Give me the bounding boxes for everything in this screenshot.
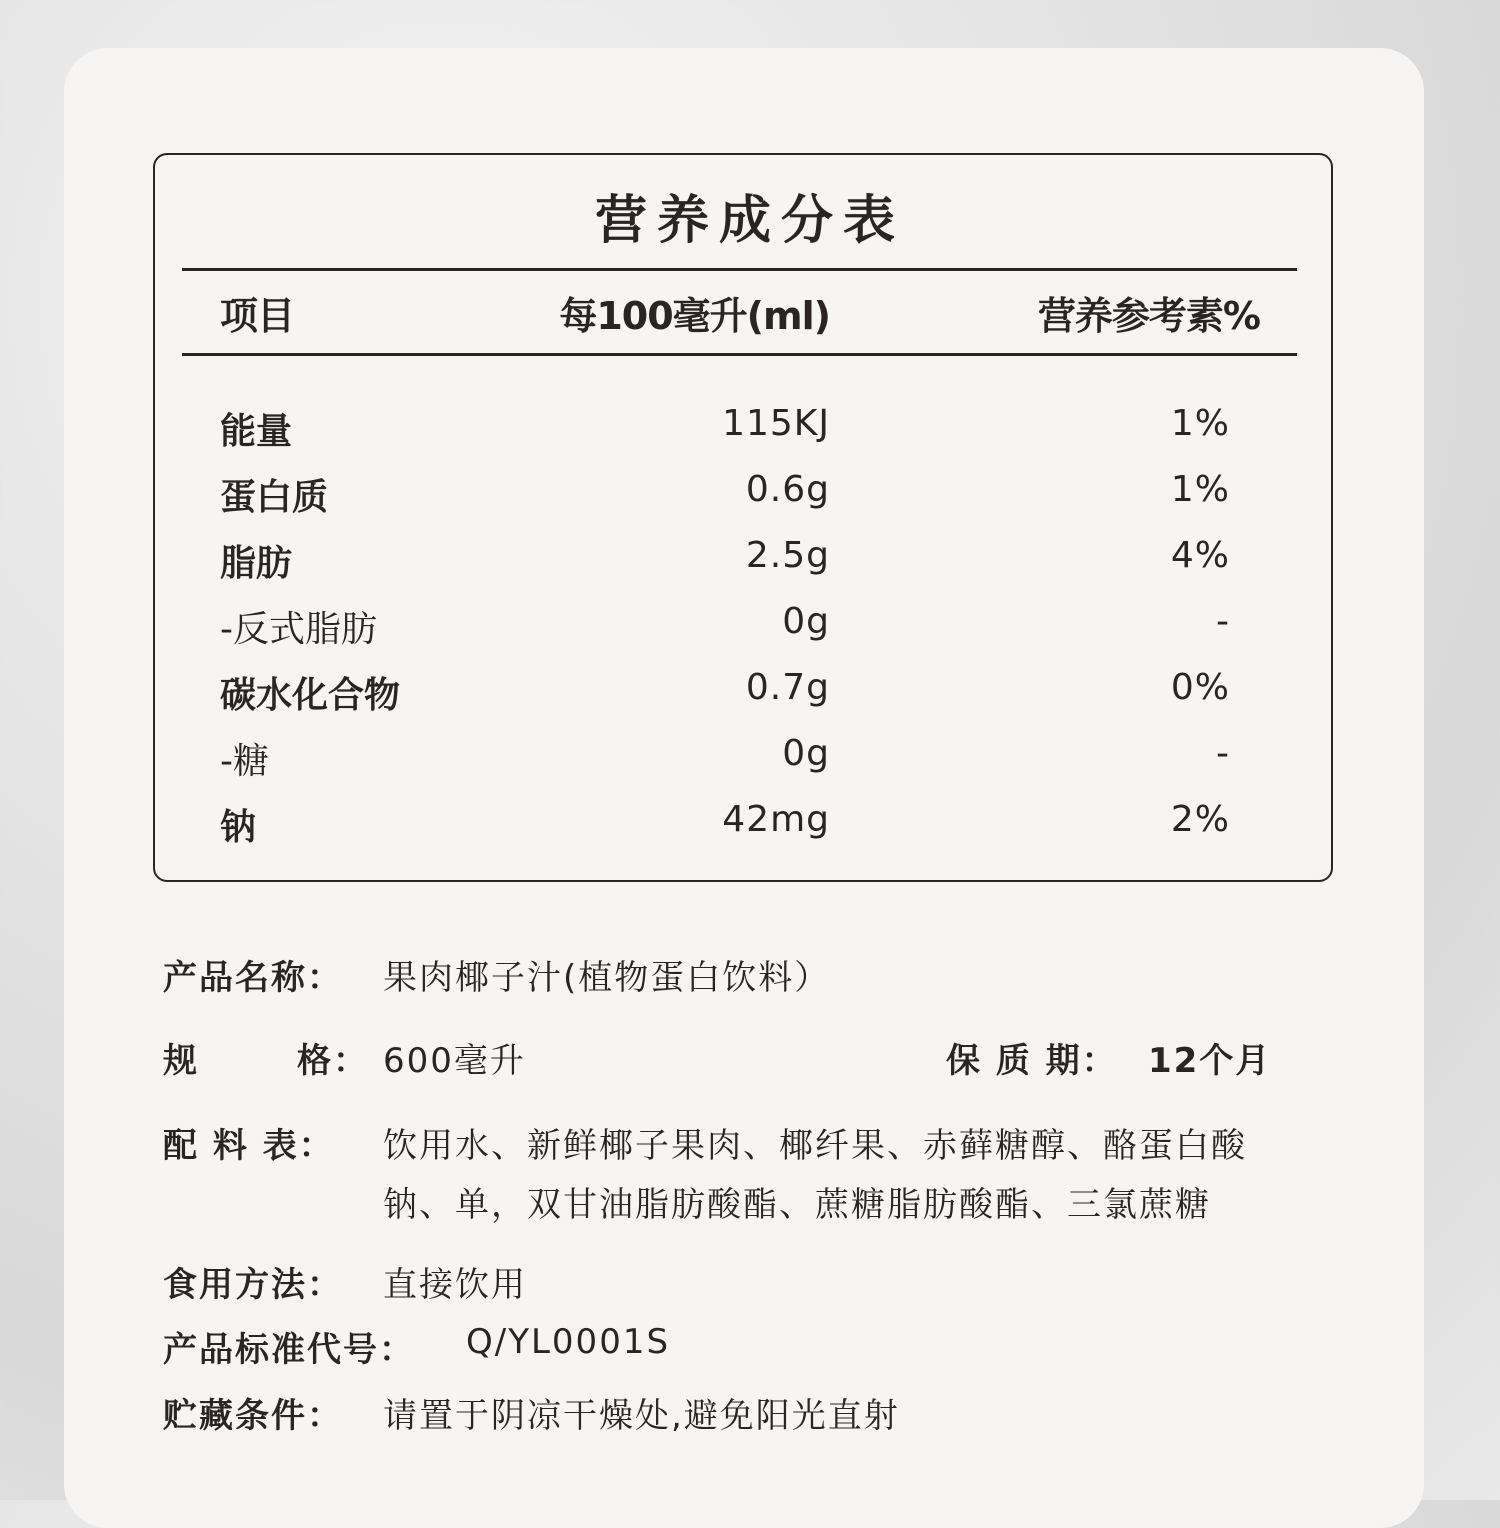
nutrient-amount: 42mg	[722, 799, 830, 840]
nutrient-amount: 0.7g	[745, 667, 830, 708]
nutrient-nrv: 2%	[1170, 799, 1230, 840]
nutrient-amount: 0g	[782, 733, 830, 774]
storage-label: 贮藏条件：	[163, 1396, 343, 1436]
storage-value: 请置于阴凉干燥处,避免阳光直射	[383, 1396, 900, 1436]
shelf-life-label: 保 质 期：	[946, 1041, 1118, 1081]
nutrition-row	[0, 601, 1500, 651]
product-name-label: 产品名称：	[163, 958, 343, 998]
nutrient-name: 能量	[220, 411, 293, 452]
header-bottom-rule	[182, 353, 1297, 356]
nutrient-name: 碳水化合物	[220, 675, 401, 716]
header-item: 项目	[220, 294, 295, 338]
usage-value: 直接饮用	[383, 1265, 527, 1305]
spec-label-a: 规	[163, 1041, 199, 1081]
nutrition-row	[0, 733, 1500, 783]
nutrition-row	[0, 403, 1500, 453]
nutrient-nrv: 1%	[1170, 469, 1230, 510]
spec-value: 600毫升	[383, 1041, 526, 1081]
nutrient-nrv: 0%	[1170, 667, 1230, 708]
nutrition-row	[0, 469, 1500, 519]
shelf-life-value: 12个月	[1148, 1041, 1272, 1081]
spec-label-b: 格：	[297, 1041, 369, 1081]
nutrient-amount: 2.5g	[745, 535, 830, 576]
nutrition-row	[0, 667, 1500, 717]
header-top-rule	[182, 268, 1297, 271]
nutrition-title: 营养成分表	[594, 191, 905, 251]
nutrient-nrv: 4%	[1170, 535, 1230, 576]
nutrient-name: -糖	[220, 741, 269, 782]
nutrient-amount: 115KJ	[722, 403, 830, 444]
header-nrv: 营养参考素%	[1037, 294, 1260, 338]
nutrient-name: 钠	[220, 807, 257, 848]
usage-label: 食用方法：	[163, 1265, 343, 1305]
ingredients-line-2: 钠、单，双甘油脂肪酸酯、蔗糖脂肪酸酯、三氯蔗糖	[383, 1185, 1211, 1225]
nutrient-amount: 0.6g	[745, 469, 830, 510]
standard-code-value: Q/YL0001S	[466, 1322, 671, 1362]
ingredients-line-1: 饮用水、新鲜椰子果肉、椰纤果、赤藓糖醇、酪蛋白酸	[383, 1126, 1247, 1166]
ingredients-label: 配 料 表：	[163, 1126, 335, 1166]
standard-code-label: 产品标准代号：	[163, 1330, 415, 1370]
product-name-value: 果肉椰子汁(植物蛋白饮料）	[383, 958, 831, 998]
nutrient-name: 脂肪	[220, 543, 293, 584]
nutrition-row	[0, 799, 1500, 849]
nutrient-nrv: 1%	[1170, 403, 1230, 444]
header-per100: 每100毫升(ml)	[559, 294, 830, 338]
nutrient-nrv: -	[1216, 733, 1230, 774]
nutrient-name: 蛋白质	[220, 477, 329, 518]
nutrient-amount: 0g	[782, 601, 830, 642]
nutrition-row	[0, 535, 1500, 585]
nutrient-nrv: -	[1216, 601, 1230, 642]
nutrient-name: -反式脂肪	[220, 609, 377, 650]
